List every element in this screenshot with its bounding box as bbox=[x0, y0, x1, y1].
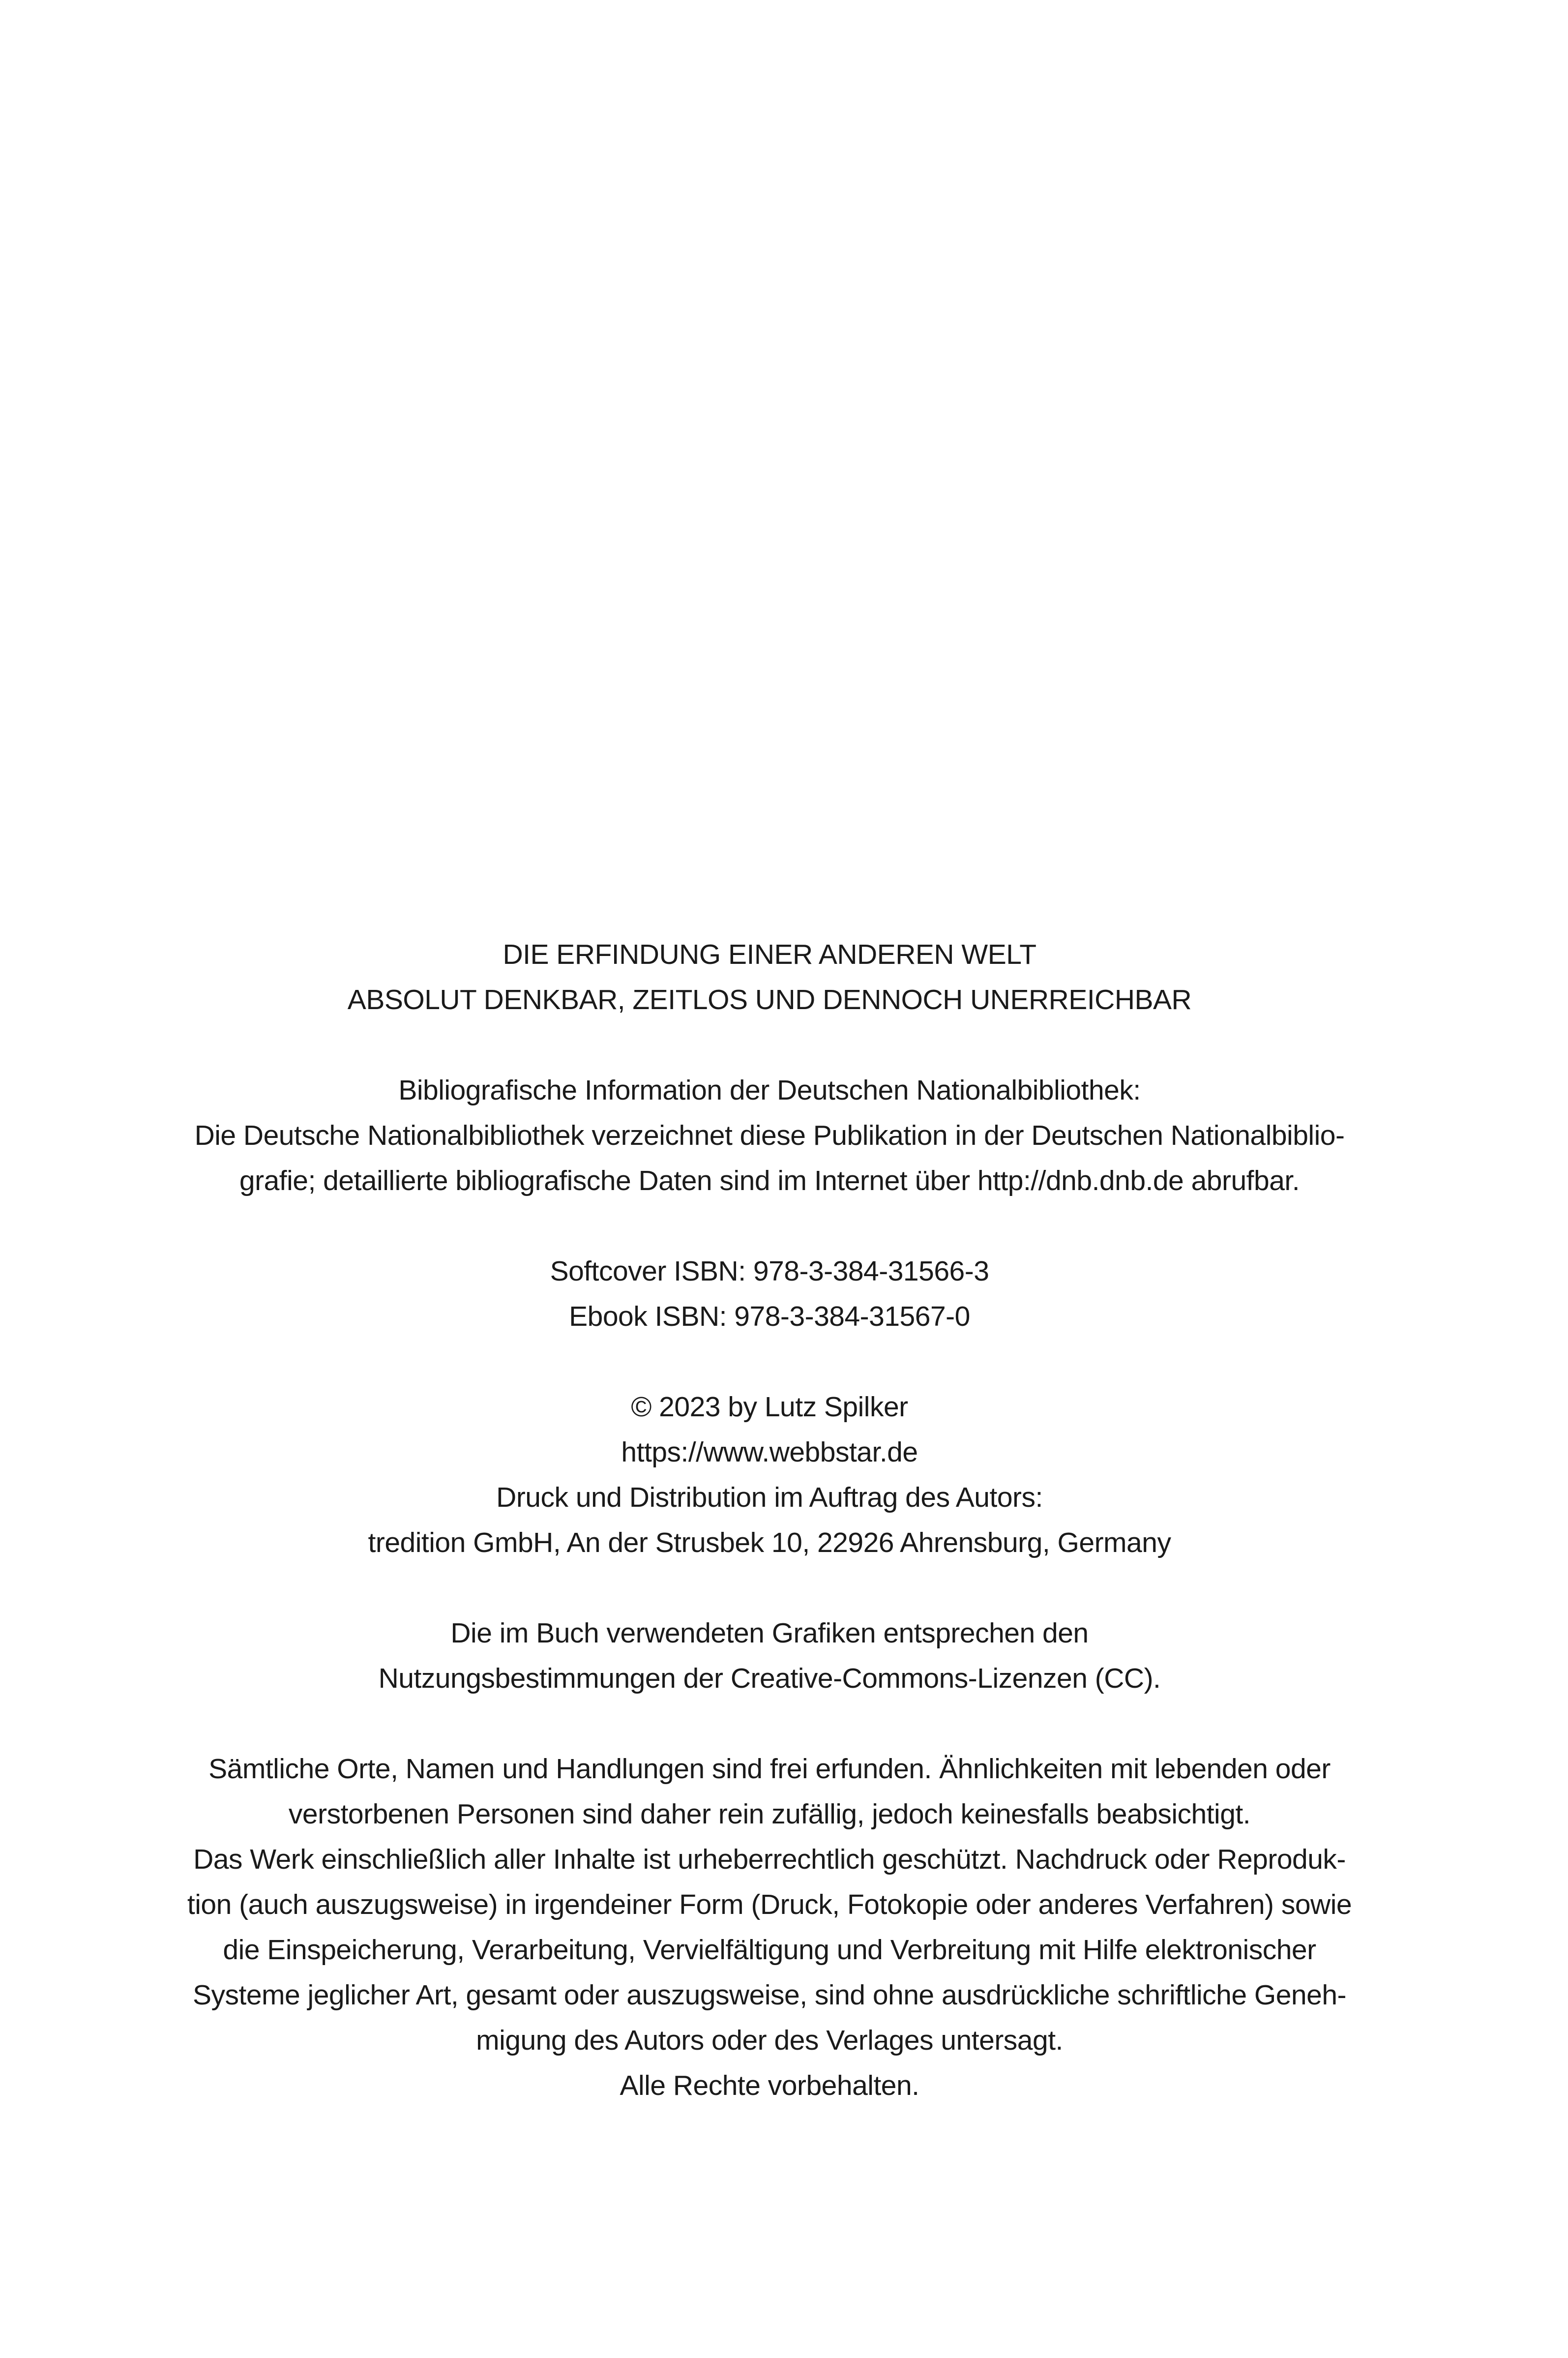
ebook-isbn: Ebook ISBN: 978-3-384-31567-0 bbox=[569, 1301, 970, 1332]
spacer bbox=[148, 1701, 1391, 1746]
isbn-block bbox=[148, 1249, 1391, 1339]
spacer bbox=[148, 1203, 1391, 1249]
graphics-notice bbox=[148, 1611, 1391, 1701]
graphics-notice-line-2: Nutzungsbestimmungen der Creative-Commons-Lizenzen (CC). bbox=[378, 1663, 1161, 1694]
bibliographic-heading: Bibliografische Information der Deutschen Nationalbibliothek: bbox=[398, 1075, 1141, 1106]
legal-line-5: die Einspeicherung, Verarbeitung, Vervielfältigung und Verbreitung mit Hilfe elektronischer bbox=[223, 1934, 1316, 1966]
book-title-block bbox=[148, 932, 1391, 1022]
book-title: DIE ERFINDUNG EINER ANDEREN WELT bbox=[503, 939, 1036, 970]
legal-line-1: Sämtliche Orte, Namen und Handlungen sind frei erfunden. Ähnlichkeiten mit lebenden oder bbox=[208, 1753, 1331, 1785]
legal-line-3: Das Werk einschließlich aller Inhalte ist urheberrechtlich geschützt. Nachdruck oder Reproduk- bbox=[193, 1844, 1346, 1875]
legal-line-7: migung des Autors oder des Verlages untersagt. bbox=[476, 2025, 1063, 2056]
publisher-address: tredition GmbH, An der Strusbek 10, 22926 Ahrensburg, Germany bbox=[368, 1527, 1171, 1558]
legal-notice bbox=[148, 1746, 1391, 2108]
spacer bbox=[148, 1339, 1391, 1384]
book-subtitle: ABSOLUT DENKBAR, ZEITLOS UND DENNOCH UNERREICHBAR bbox=[347, 984, 1192, 1015]
bibliographic-line-1: Die Deutsche Nationalbibliothek verzeichnet diese Publikation in der Deutschen Nationalbiblio- bbox=[194, 1120, 1345, 1151]
graphics-notice-line-1: Die im Buch verwendeten Grafiken entsprechen den bbox=[450, 1617, 1089, 1649]
author-website: https://www.webbstar.de bbox=[621, 1436, 918, 1468]
softcover-isbn: Softcover ISBN: 978-3-384-31566-3 bbox=[550, 1255, 989, 1287]
legal-line-6: Systeme jeglicher Art, gesamt oder auszugsweise, sind ohne ausdrückliche schriftliche Geneh- bbox=[192, 1979, 1347, 2011]
legal-line-2: verstorbenen Personen sind daher rein zufällig, jedoch keinesfalls beabsichtigt. bbox=[288, 1798, 1251, 1830]
bibliographic-line-2: grafie; detaillierte bibliografische Daten sind im Internet über http://dnb.dnb.de abrufbar. bbox=[239, 1165, 1300, 1196]
imprint-text bbox=[148, 932, 1391, 2108]
bibliographic-info bbox=[148, 1068, 1391, 1203]
publisher-block bbox=[148, 1384, 1391, 1565]
spacer bbox=[148, 1022, 1391, 1068]
copyright-notice: © 2023 by Lutz Spilker bbox=[631, 1391, 908, 1423]
legal-line-4: tion (auch auszugsweise) in irgendeiner Form (Druck, Fotokopie oder anderes Verfahren) sowie bbox=[187, 1889, 1352, 1920]
rights-reserved: Alle Rechte vorbehalten. bbox=[620, 2070, 919, 2101]
spacer bbox=[148, 1565, 1391, 1611]
distribution-note: Druck und Distribution im Auftrag des Autors: bbox=[496, 1482, 1043, 1513]
